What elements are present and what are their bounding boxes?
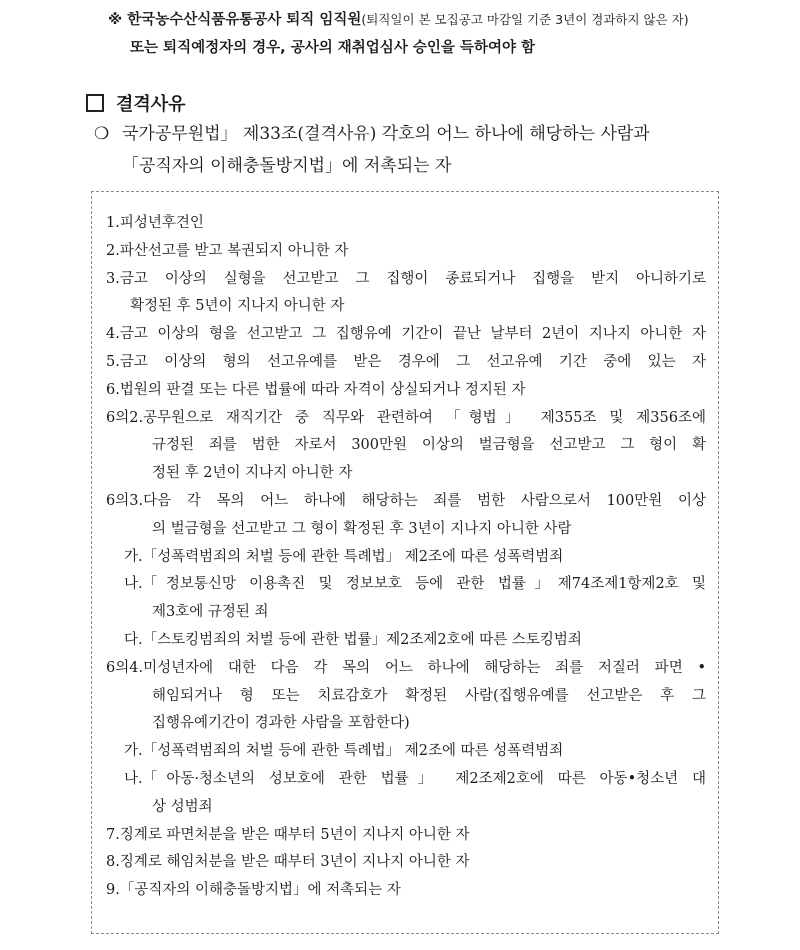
- item-text: 징계로 파면처분을 받은 때부터 5년이 지나지 아니한 자: [119, 826, 470, 843]
- item-text: 피성년후견인: [119, 215, 204, 231]
- list-subitem: [106, 738, 706, 766]
- checkbox-square-icon: [86, 94, 104, 112]
- list-item: [106, 238, 706, 266]
- section-title: 결격사유: [116, 94, 186, 115]
- item-text-line: 다음 각 목의 어느 하나에 해당하는 죄를 범한 사람으로서 100만원 이상: [143, 492, 706, 509]
- list-item: [106, 349, 706, 377]
- item-text-line: 공무원으로 재직기간 중 직무와 관련하여 「형법」 제355조 및 제356조에: [143, 409, 706, 426]
- list-item: [106, 210, 706, 238]
- subitem-text: 「성폭력범죄의 처벌 등에 관한 특례법」 제2조에 따른 성폭력범죄: [142, 743, 564, 760]
- notice-small-text: (퇴직일이 본 모집공고 마감일 기준 3년이 경과하지 않은 자): [361, 12, 689, 27]
- summary-line-2: 「공직자의 이해충돌방지법」에 저촉되는 자: [122, 156, 452, 176]
- item-text: 파산선고를 받고 복권되지 아니한 자: [119, 242, 349, 259]
- item-text: 법원의 판결 또는 다른 법률에 따라 자격이 상실되거나 정지된 자: [119, 381, 526, 398]
- notice-bold-text: 한국농수산식품유통공사 퇴직 임직원: [127, 12, 362, 28]
- subitem-letter: 가.: [124, 548, 143, 565]
- item-number: 6의3.: [106, 492, 144, 509]
- summary-line-1: 국가공무원법」 제33조(결격사유) 각호의 어느 하나에 해당하는 사람과: [122, 124, 650, 144]
- retiree-notice: [108, 6, 689, 62]
- subitem-text-line: 상 성범죄: [152, 798, 213, 815]
- item-text: 금고 이상의 형을 선고받고 그 집행유예 기간이 끝난 날부터 2년이 지나지 아니한 자: [119, 326, 706, 343]
- list-item: [106, 849, 706, 877]
- subitem-letter: 나.: [124, 576, 143, 593]
- item-number: 6.: [106, 381, 120, 398]
- subitem-text: 「성폭력범죄의 처벌 등에 관한 특례법」 제2조에 따른 성폭력범죄: [142, 548, 564, 565]
- notice-mark: ※: [108, 12, 123, 28]
- list-item: [106, 321, 706, 349]
- subitem-text-line: 「정보통신망 이용촉진 및 정보보호 등에 관한 법률」제74조제1항제2호 및: [142, 576, 706, 593]
- item-text-line: 정된 후 2년이 지나지 아니한 자: [152, 465, 353, 482]
- item-text-line: 금고 이상의 실형을 선고받고 그 집행이 종료되거나 집행을 받지 아니하기로: [119, 270, 706, 287]
- item-number: 6의4.: [106, 659, 144, 676]
- list-item: [106, 877, 706, 905]
- subitem-letter: 나.: [124, 770, 143, 787]
- list-subitem: [106, 766, 706, 822]
- item-text-line: 해임되거나 형 또는 치료감호가 확정된 사람(집행유예를 선고받은 후 그: [152, 687, 706, 704]
- item-number: 6의2.: [106, 409, 144, 426]
- item-number: 1.: [106, 215, 120, 231]
- item-text-line: 의 벌금형을 선고받고 그 형이 확정된 후 3년이 지나지 아니한 사람: [152, 520, 572, 537]
- list-subitem: [106, 627, 706, 655]
- list-item: [106, 822, 706, 850]
- item-text-line: 집행유예기간이 경과한 사람을 포함한다): [152, 715, 410, 732]
- subitem-letter: 가.: [124, 743, 143, 760]
- section-heading: [86, 90, 186, 116]
- notice-line-2: 또는 퇴직예정자의 경우, 공사의 재취업심사 승인을 득하여야 함: [130, 40, 536, 56]
- item-number: 4.: [106, 326, 120, 343]
- list-item: [106, 266, 706, 322]
- subitem-text: 「스토킹범죄의 처벌 등에 관한 법률」제2조제2호에 따른 스토킹범죄: [142, 631, 582, 648]
- item-text-line: 확정된 후 5년이 지나지 아니한 자: [130, 298, 345, 315]
- item-number: 9.: [106, 882, 120, 899]
- item-number: 5.: [106, 353, 120, 370]
- item-number: 2.: [106, 242, 120, 259]
- list-item: [106, 377, 706, 405]
- subitem-letter: 다.: [124, 631, 143, 648]
- item-text-line: 미성년자에 대한 다음 각 목의 어느 하나에 해당하는 죄를 저질러 파면 •: [143, 659, 706, 676]
- circle-bullet-icon: ❍: [94, 124, 110, 144]
- item-number: 3.: [106, 270, 120, 287]
- subitem-text-line: 제3호에 규정된 죄: [152, 604, 269, 621]
- list-subitem: [106, 544, 706, 572]
- list-item: [106, 488, 706, 544]
- notice-line-1: [108, 6, 689, 34]
- list-item: [106, 405, 706, 488]
- item-number: 7.: [106, 826, 120, 843]
- item-text: 금고 이상의 형의 선고유예를 받은 경우에 그 선고유예 기간 중에 있는 자: [119, 353, 706, 370]
- item-text: 징계로 해임처분을 받은 때부터 3년이 지나지 아니한 자: [119, 854, 470, 871]
- disqualification-list: [106, 210, 706, 905]
- item-text-line: 규정된 죄를 범한 자로서 300만원 이상의 벌금형을 선고받고 그 형이 확: [152, 437, 706, 454]
- subitem-text-line: 「아동·청소년의 성보호에 관한 법률」 제2조제2호에 따른 아동•청소년 대: [142, 770, 706, 787]
- disqualification-summary: [94, 118, 734, 182]
- item-number: 8.: [106, 854, 120, 871]
- list-subitem: [106, 571, 706, 627]
- item-text: 「공직자의 이해충돌방지법」에 저촉되는 자: [119, 882, 401, 899]
- list-item: [106, 655, 706, 738]
